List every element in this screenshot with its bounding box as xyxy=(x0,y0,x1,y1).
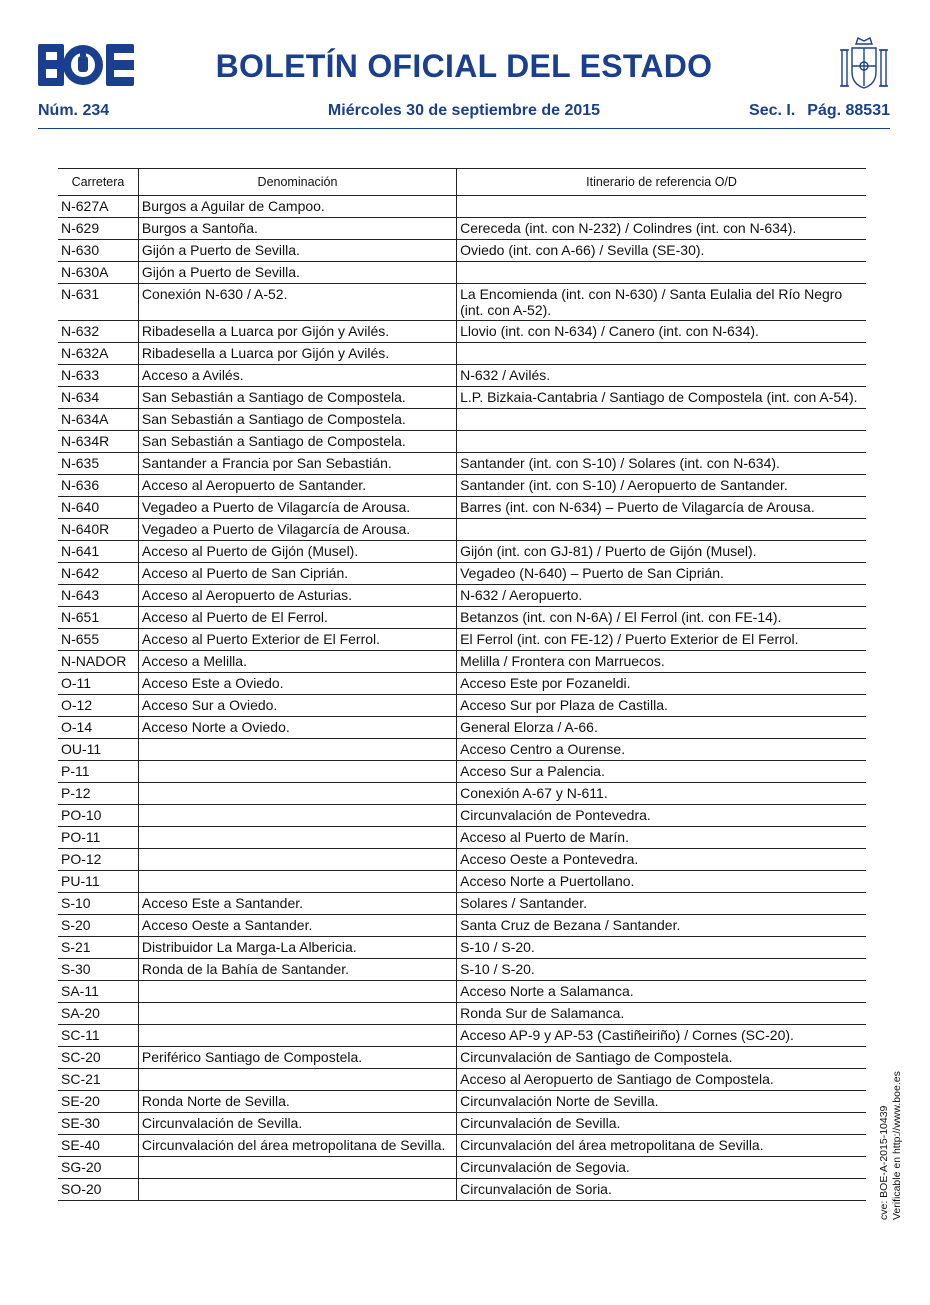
cell-denominacion: Ribadesella a Luarca por Gijón y Avilés. xyxy=(138,321,456,343)
cell-itinerario: Circunvalación Norte de Sevilla. xyxy=(457,1091,866,1113)
cell-carretera: SG-20 xyxy=(58,1157,138,1179)
cell-denominacion: Gijón a Puerto de Sevilla. xyxy=(138,240,456,262)
cell-itinerario: S-10 / S-20. xyxy=(457,937,866,959)
cell-denominacion: Acceso a Avilés. xyxy=(138,365,456,387)
cell-itinerario: Santa Cruz de Bezana / Santander. xyxy=(457,915,866,937)
table-row xyxy=(58,695,866,717)
cell-carretera: O-11 xyxy=(58,673,138,695)
cell-itinerario: Barres (int. con N-634) – Puerto de Vilagarcía de Arousa. xyxy=(457,497,866,519)
cell-denominacion: Acceso a Melilla. xyxy=(138,651,456,673)
table-row xyxy=(58,387,866,409)
cell-carretera: SO-20 xyxy=(58,1179,138,1201)
cell-itinerario xyxy=(457,519,866,541)
table-row xyxy=(58,240,866,262)
table-row xyxy=(58,849,866,871)
table-row xyxy=(58,475,866,497)
cell-itinerario: L.P. Bizkaia-Cantabria / Santiago de Compostela (int. con A-54). xyxy=(457,387,866,409)
cell-carretera: S-10 xyxy=(58,893,138,915)
cell-itinerario xyxy=(457,196,866,218)
issue-info xyxy=(38,102,890,124)
table-body xyxy=(58,196,866,1201)
cell-itinerario: N-632 / Avilés. xyxy=(457,365,866,387)
table-row xyxy=(58,1047,866,1069)
cell-itinerario: Melilla / Frontera con Marruecos. xyxy=(457,651,866,673)
cell-carretera: P-11 xyxy=(58,761,138,783)
cell-carretera: N-632A xyxy=(58,343,138,365)
page-number: Pág. 88531 xyxy=(807,102,890,119)
verification-note xyxy=(878,1060,914,1220)
cell-carretera: N-651 xyxy=(58,607,138,629)
section-page xyxy=(749,102,890,120)
cell-denominacion: Acceso al Puerto de San Ciprián. xyxy=(138,563,456,585)
table-row xyxy=(58,805,866,827)
table-row xyxy=(58,1091,866,1113)
cell-carretera: N-630A xyxy=(58,262,138,284)
table-row xyxy=(58,893,866,915)
cell-denominacion xyxy=(138,1157,456,1179)
cell-denominacion: Distribuidor La Marga-La Albericia. xyxy=(138,937,456,959)
issue-number: Núm. 234 xyxy=(38,102,110,119)
cell-itinerario xyxy=(457,431,866,453)
cell-denominacion: San Sebastián a Santiago de Compostela. xyxy=(138,387,456,409)
cell-itinerario: Santander (int. con S-10) / Aeropuerto de Santander. xyxy=(457,475,866,497)
cell-denominacion: Acceso Sur a Oviedo. xyxy=(138,695,456,717)
cell-carretera: N-630 xyxy=(58,240,138,262)
cell-denominacion: Acceso al Puerto de El Ferrol. xyxy=(138,607,456,629)
cell-carretera: PU-11 xyxy=(58,871,138,893)
table-row xyxy=(58,284,866,321)
table-row xyxy=(58,1113,866,1135)
cell-carretera: SA-20 xyxy=(58,1003,138,1025)
column-header-denominacion: Denominación xyxy=(138,169,456,196)
table-row xyxy=(58,1135,866,1157)
cell-carretera: N-631 xyxy=(58,284,138,321)
cell-denominacion: Acceso al Aeropuerto de Asturias. xyxy=(138,585,456,607)
cell-denominacion: Vegadeo a Puerto de Vilagarcía de Arousa. xyxy=(138,497,456,519)
cell-denominacion xyxy=(138,1025,456,1047)
table-row xyxy=(58,981,866,1003)
table-row xyxy=(58,871,866,893)
cell-denominacion: Circunvalación de Sevilla. xyxy=(138,1113,456,1135)
cell-itinerario: Cereceda (int. con N-232) / Colindres (int. con N-634). xyxy=(457,218,866,240)
issue-date: Miércoles 30 de septiembre de 2015 xyxy=(327,102,601,119)
cell-denominacion xyxy=(138,805,456,827)
cell-denominacion xyxy=(138,761,456,783)
table-header-row xyxy=(58,169,866,196)
table-row xyxy=(58,585,866,607)
cell-carretera: OU-11 xyxy=(58,739,138,761)
cell-carretera: P-12 xyxy=(58,783,138,805)
section-label: Sec. I. xyxy=(749,102,796,119)
table-row xyxy=(58,673,866,695)
cell-itinerario: Llovio (int. con N-634) / Canero (int. con N-634). xyxy=(457,321,866,343)
cell-carretera: N-629 xyxy=(58,218,138,240)
cell-itinerario: Acceso Sur a Palencia. xyxy=(457,761,866,783)
cell-carretera: SC-21 xyxy=(58,1069,138,1091)
cell-itinerario xyxy=(457,262,866,284)
table-row xyxy=(58,196,866,218)
cell-itinerario: Circunvalación de Sevilla. xyxy=(457,1113,866,1135)
cell-itinerario: Betanzos (int. con N-6A) / El Ferrol (int. con FE-14). xyxy=(457,607,866,629)
column-header-itinerario: Itinerario de referencia O/D xyxy=(457,169,866,196)
cve-code: cve: BOE-A-2015-10439 xyxy=(878,1105,890,1220)
cell-carretera: N-641 xyxy=(58,541,138,563)
table-row xyxy=(58,365,866,387)
cell-itinerario: Acceso Norte a Puertollano. xyxy=(457,871,866,893)
cell-itinerario: Circunvalación del área metropolitana de Sevilla. xyxy=(457,1135,866,1157)
cell-itinerario: La Encomienda (int. con N-630) / Santa Eulalia del Río Negro (int. con A-52). xyxy=(457,284,866,321)
cell-itinerario: General Elorza / A-66. xyxy=(457,717,866,739)
cell-carretera: N-NADOR xyxy=(58,651,138,673)
cell-denominacion: Ronda Norte de Sevilla. xyxy=(138,1091,456,1113)
cell-carretera: N-640R xyxy=(58,519,138,541)
cell-carretera: O-14 xyxy=(58,717,138,739)
cell-denominacion: Ronda de la Bahía de Santander. xyxy=(138,959,456,981)
cell-itinerario: Conexión A-67 y N-611. xyxy=(457,783,866,805)
roads-table xyxy=(58,168,866,1201)
table-row xyxy=(58,915,866,937)
cell-itinerario: Circunvalación de Soria. xyxy=(457,1179,866,1201)
table-row xyxy=(58,541,866,563)
table-row xyxy=(58,519,866,541)
cell-itinerario: Ronda Sur de Salamanca. xyxy=(457,1003,866,1025)
table-row xyxy=(58,629,866,651)
table-row xyxy=(58,959,866,981)
cell-carretera: SE-20 xyxy=(58,1091,138,1113)
table-row xyxy=(58,1003,866,1025)
table-row xyxy=(58,651,866,673)
coat-of-arms-icon xyxy=(838,36,890,92)
table-row xyxy=(58,218,866,240)
cell-itinerario: Acceso Sur por Plaza de Castilla. xyxy=(457,695,866,717)
cell-itinerario: N-632 / Aeropuerto. xyxy=(457,585,866,607)
cell-denominacion: Gijón a Puerto de Sevilla. xyxy=(138,262,456,284)
cell-carretera: N-636 xyxy=(58,475,138,497)
cell-carretera: SE-30 xyxy=(58,1113,138,1135)
cell-itinerario: Circunvalación de Pontevedra. xyxy=(457,805,866,827)
table-row xyxy=(58,1157,866,1179)
table-row xyxy=(58,1179,866,1201)
cell-denominacion: Acceso Oeste a Santander. xyxy=(138,915,456,937)
cell-itinerario: Acceso Este por Fozaneldi. xyxy=(457,673,866,695)
cell-carretera: N-655 xyxy=(58,629,138,651)
cell-itinerario xyxy=(457,409,866,431)
cell-carretera: N-634R xyxy=(58,431,138,453)
table-row xyxy=(58,431,866,453)
cell-carretera: N-643 xyxy=(58,585,138,607)
cell-carretera: N-642 xyxy=(58,563,138,585)
table-row xyxy=(58,453,866,475)
table-row xyxy=(58,409,866,431)
table-row xyxy=(58,717,866,739)
cell-carretera: SC-11 xyxy=(58,1025,138,1047)
cell-denominacion: Burgos a Santoña. xyxy=(138,218,456,240)
table-row xyxy=(58,262,866,284)
cell-denominacion: San Sebastián a Santiago de Compostela. xyxy=(138,431,456,453)
cell-carretera: N-634 xyxy=(58,387,138,409)
cell-itinerario: Circunvalación de Santiago de Compostela. xyxy=(457,1047,866,1069)
table-row xyxy=(58,783,866,805)
cell-itinerario: Acceso AP-9 y AP-53 (Castiñeiriño) / Cornes (SC-20). xyxy=(457,1025,866,1047)
table-row xyxy=(58,563,866,585)
table-row xyxy=(58,343,866,365)
cell-itinerario: Solares / Santander. xyxy=(457,893,866,915)
table-row xyxy=(58,497,866,519)
cell-itinerario: Acceso Oeste a Pontevedra. xyxy=(457,849,866,871)
table-row xyxy=(58,1025,866,1047)
cell-carretera: PO-10 xyxy=(58,805,138,827)
cell-carretera: S-30 xyxy=(58,959,138,981)
cell-denominacion: Acceso al Aeropuerto de Santander. xyxy=(138,475,456,497)
cell-carretera: SA-11 xyxy=(58,981,138,1003)
cell-carretera: PO-11 xyxy=(58,827,138,849)
cell-carretera: N-635 xyxy=(58,453,138,475)
cell-carretera: N-633 xyxy=(58,365,138,387)
cell-denominacion: Acceso al Puerto Exterior de El Ferrol. xyxy=(138,629,456,651)
cell-carretera: PO-12 xyxy=(58,849,138,871)
cell-carretera: S-21 xyxy=(58,937,138,959)
page-header xyxy=(38,36,890,96)
cell-itinerario: Santander (int. con S-10) / Solares (int. con N-634). xyxy=(457,453,866,475)
cell-denominacion xyxy=(138,1179,456,1201)
table-row xyxy=(58,321,866,343)
column-header-carretera: Carretera xyxy=(58,169,138,196)
cell-denominacion: Conexión N-630 / A-52. xyxy=(138,284,456,321)
cell-carretera: N-640 xyxy=(58,497,138,519)
cell-denominacion: Santander a Francia por San Sebastián. xyxy=(138,453,456,475)
cell-denominacion xyxy=(138,871,456,893)
cell-itinerario xyxy=(457,343,866,365)
cell-denominacion: Acceso al Puerto de Gijón (Musel). xyxy=(138,541,456,563)
cell-carretera: S-20 xyxy=(58,915,138,937)
cell-carretera: SC-20 xyxy=(58,1047,138,1069)
cell-itinerario: Vegadeo (N-640) – Puerto de San Ciprián. xyxy=(457,563,866,585)
verify-url: Verificable en http://www.boe.es xyxy=(891,1071,903,1220)
cell-denominacion: San Sebastián a Santiago de Compostela. xyxy=(138,409,456,431)
table-row xyxy=(58,1069,866,1091)
cell-denominacion xyxy=(138,783,456,805)
cell-denominacion: Periférico Santiago de Compostela. xyxy=(138,1047,456,1069)
cell-itinerario: Acceso Norte a Salamanca. xyxy=(457,981,866,1003)
cell-itinerario: S-10 / S-20. xyxy=(457,959,866,981)
table-row xyxy=(58,827,866,849)
table-row xyxy=(58,739,866,761)
cell-denominacion xyxy=(138,1069,456,1091)
cell-carretera: SE-40 xyxy=(58,1135,138,1157)
cell-itinerario: Gijón (int. con GJ-81) / Puerto de Gijón (Musel). xyxy=(457,541,866,563)
table-row xyxy=(58,937,866,959)
cell-denominacion: Acceso Este a Santander. xyxy=(138,893,456,915)
cell-denominacion: Acceso Este a Oviedo. xyxy=(138,673,456,695)
cell-denominacion: Burgos a Aguilar de Campoo. xyxy=(138,196,456,218)
header-rule xyxy=(38,128,890,129)
cell-denominacion xyxy=(138,849,456,871)
cell-denominacion xyxy=(138,1003,456,1025)
cell-denominacion: Ribadesella a Luarca por Gijón y Avilés. xyxy=(138,343,456,365)
cell-itinerario: Acceso al Aeropuerto de Santiago de Compostela. xyxy=(457,1069,866,1091)
cell-denominacion: Acceso Norte a Oviedo. xyxy=(138,717,456,739)
table-row xyxy=(58,761,866,783)
page-title: BOLETÍN OFICIAL DEL ESTADO xyxy=(215,48,713,84)
cell-denominacion: Vegadeo a Puerto de Vilagarcía de Arousa. xyxy=(138,519,456,541)
cell-denominacion: Circunvalación del área metropolitana de Sevilla. xyxy=(138,1135,456,1157)
cell-itinerario: Oviedo (int. con A-66) / Sevilla (SE-30). xyxy=(457,240,866,262)
cell-carretera: N-634A xyxy=(58,409,138,431)
cell-carretera: N-627A xyxy=(58,196,138,218)
cell-carretera: O-12 xyxy=(58,695,138,717)
cell-itinerario: El Ferrol (int. con FE-12) / Puerto Exterior de El Ferrol. xyxy=(457,629,866,651)
cell-denominacion xyxy=(138,739,456,761)
table-row xyxy=(58,607,866,629)
cell-carretera: N-632 xyxy=(58,321,138,343)
cell-itinerario: Circunvalación de Segovia. xyxy=(457,1157,866,1179)
cell-denominacion xyxy=(138,827,456,849)
cell-itinerario: Acceso al Puerto de Marín. xyxy=(457,827,866,849)
cell-itinerario: Acceso Centro a Ourense. xyxy=(457,739,866,761)
cell-denominacion xyxy=(138,981,456,1003)
